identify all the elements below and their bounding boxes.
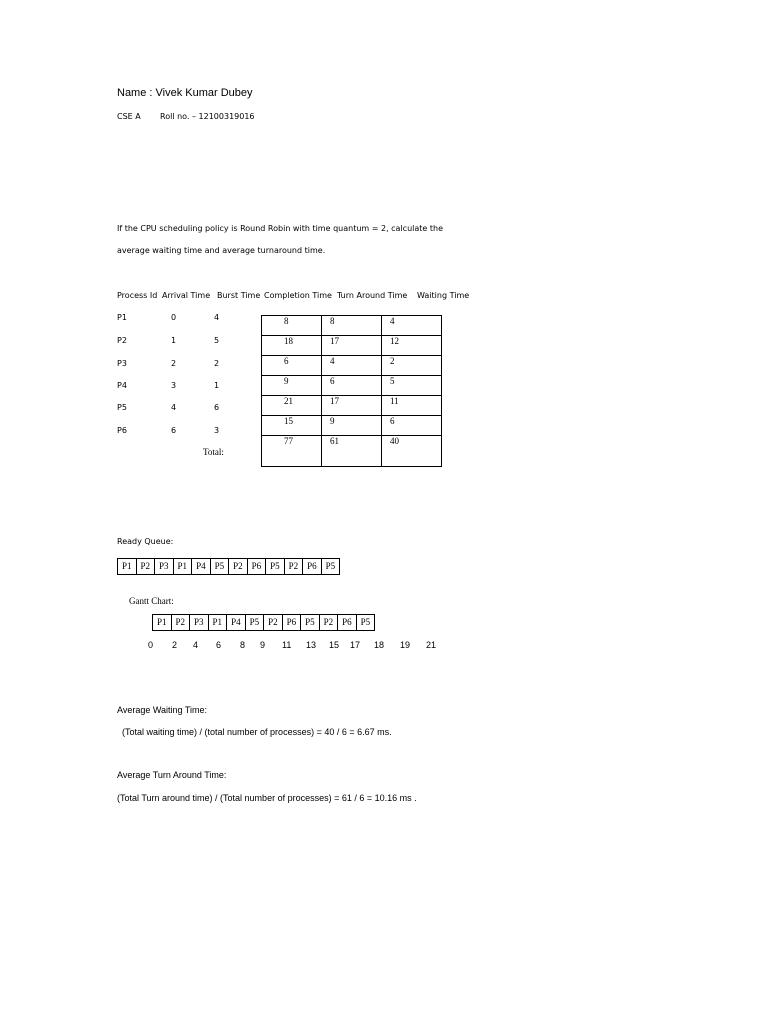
waiting-cell: 5 bbox=[382, 376, 442, 396]
gantt-chart bbox=[152, 614, 375, 631]
gantt-cell: P2 bbox=[172, 615, 191, 630]
question-line-1: If the CPU scheduling policy is Round Robin with time quantum = 2, calculate the bbox=[117, 224, 443, 233]
ready-queue-cell: P5 bbox=[211, 559, 230, 574]
arrival-time: 2 bbox=[171, 359, 177, 368]
gantt-cell: P5 bbox=[360, 617, 371, 627]
arrival-time: 0 bbox=[171, 313, 177, 322]
gantt-cell: P5 bbox=[301, 615, 320, 630]
gantt-tick: 21 bbox=[426, 640, 437, 650]
waiting-cell: 12 bbox=[382, 336, 442, 356]
results-table bbox=[261, 315, 442, 467]
table-row bbox=[262, 356, 442, 376]
completion-cell: 9 bbox=[262, 376, 322, 396]
turnaround-cell: 17 bbox=[322, 396, 382, 416]
gantt-cell: P2 bbox=[264, 615, 283, 630]
arrival-time: 3 bbox=[171, 381, 177, 390]
total-completion-cell: 77 bbox=[262, 436, 322, 467]
burst-time: 4 bbox=[214, 313, 220, 322]
burst-time: 2 bbox=[214, 359, 220, 368]
table-row bbox=[262, 416, 442, 436]
header-waiting-time: Waiting Time bbox=[417, 291, 470, 300]
completion-cell: 21 bbox=[262, 396, 322, 416]
table-row bbox=[262, 316, 442, 336]
department: CSE A bbox=[117, 112, 141, 121]
process-id: P3 bbox=[117, 359, 127, 368]
turnaround-cell: 4 bbox=[322, 356, 382, 376]
header-completion-time: Completion Time bbox=[264, 291, 332, 300]
gantt-tick: 13 bbox=[306, 640, 317, 650]
burst-time: 6 bbox=[214, 403, 220, 412]
table-row bbox=[262, 396, 442, 416]
gantt-tick: 8 bbox=[240, 640, 246, 650]
gantt-tick: 0 bbox=[148, 640, 154, 650]
ready-queue-cell: P2 bbox=[229, 559, 248, 574]
gantt-tick: 15 bbox=[329, 640, 340, 650]
header-turnaround-time: Turn Around Time bbox=[337, 291, 408, 300]
avg-waiting-formula: (Total waiting time) / (total number of processes) = 40 / 6 = 6.67 ms. bbox=[122, 727, 392, 737]
completion-cell: 18 bbox=[262, 336, 322, 356]
process-id: P1 bbox=[117, 313, 127, 322]
total-waiting-cell: 40 bbox=[382, 436, 442, 467]
gantt-tick: 18 bbox=[374, 640, 385, 650]
gantt-cell: P1 bbox=[209, 615, 228, 630]
total-row bbox=[262, 436, 442, 467]
gantt-cell: P1 bbox=[153, 615, 172, 630]
gantt-cell: P3 bbox=[190, 615, 209, 630]
gantt-cell: P5 bbox=[246, 615, 265, 630]
process-id: P2 bbox=[117, 336, 127, 345]
turnaround-cell: 17 bbox=[322, 336, 382, 356]
gantt-tick: 9 bbox=[260, 640, 266, 650]
header-arrival-time: Arrival Time bbox=[162, 291, 211, 300]
header-burst-time: Burst Time bbox=[217, 291, 261, 300]
table-row bbox=[262, 376, 442, 396]
completion-cell: 6 bbox=[262, 356, 322, 376]
ready-queue bbox=[117, 558, 340, 575]
burst-time: 5 bbox=[214, 336, 220, 345]
question-line-2: average waiting time and average turnaround time. bbox=[117, 246, 326, 255]
student-name: Name : Vivek Kumar Dubey bbox=[117, 87, 253, 99]
burst-time: 3 bbox=[214, 426, 220, 435]
turnaround-cell: 9 bbox=[322, 416, 382, 436]
total-turnaround-cell: 61 bbox=[322, 436, 382, 467]
completion-cell: 15 bbox=[262, 416, 322, 436]
ready-queue-cell: P6 bbox=[248, 559, 267, 574]
gantt-cell: P6 bbox=[338, 615, 357, 630]
ready-queue-cell: P5 bbox=[266, 559, 285, 574]
gantt-tick: 2 bbox=[172, 640, 178, 650]
arrival-time: 1 bbox=[171, 336, 177, 345]
turnaround-cell: 6 bbox=[322, 376, 382, 396]
process-id: P6 bbox=[117, 426, 127, 435]
ready-queue-cell: P4 bbox=[192, 559, 211, 574]
gantt-cell: P4 bbox=[227, 615, 246, 630]
burst-time: 1 bbox=[214, 381, 220, 390]
waiting-cell: 4 bbox=[382, 316, 442, 336]
ready-queue-cell: P6 bbox=[303, 559, 322, 574]
ready-queue-cell: P2 bbox=[137, 559, 156, 574]
ready-queue-cell: P2 bbox=[285, 559, 304, 574]
gantt-tick: 6 bbox=[216, 640, 222, 650]
ready-queue-cell: P1 bbox=[174, 559, 193, 574]
header-process-id: Process Id bbox=[117, 291, 158, 300]
ready-queue-cell: P5 bbox=[325, 561, 336, 571]
arrival-time: 4 bbox=[171, 403, 177, 412]
ready-queue-label: Ready Queue: bbox=[117, 537, 174, 546]
process-id: P4 bbox=[117, 381, 127, 390]
ready-queue-cell: P1 bbox=[118, 559, 137, 574]
turnaround-cell: 8 bbox=[322, 316, 382, 336]
waiting-cell: 6 bbox=[382, 416, 442, 436]
gantt-cell: P2 bbox=[320, 615, 339, 630]
waiting-cell: 2 bbox=[382, 356, 442, 376]
completion-cell: 8 bbox=[262, 316, 322, 336]
avg-waiting-title: Average Waiting Time: bbox=[117, 705, 208, 715]
arrival-time: 6 bbox=[171, 426, 177, 435]
waiting-cell: 11 bbox=[382, 396, 442, 416]
process-id: P5 bbox=[117, 403, 127, 412]
gantt-time-axis bbox=[0, 640, 768, 654]
table-row bbox=[262, 336, 442, 356]
gantt-tick: 19 bbox=[400, 640, 411, 650]
gantt-cell: P6 bbox=[283, 615, 302, 630]
avg-turnaround-formula: (Total Turn around time) / (Total number of processes) = 61 / 6 = 10.16 ms . bbox=[117, 793, 417, 803]
total-label: Total: bbox=[203, 447, 224, 457]
ready-queue-cell: P3 bbox=[155, 559, 174, 574]
gantt-tick: 4 bbox=[193, 640, 199, 650]
avg-turnaround-title: Average Turn Around Time: bbox=[117, 770, 227, 780]
roll-number: Roll no. – 12100319016 bbox=[160, 112, 255, 121]
gantt-tick: 11 bbox=[282, 640, 292, 650]
gantt-tick: 17 bbox=[350, 640, 361, 650]
gantt-chart-label: Gantt Chart: bbox=[129, 596, 174, 606]
